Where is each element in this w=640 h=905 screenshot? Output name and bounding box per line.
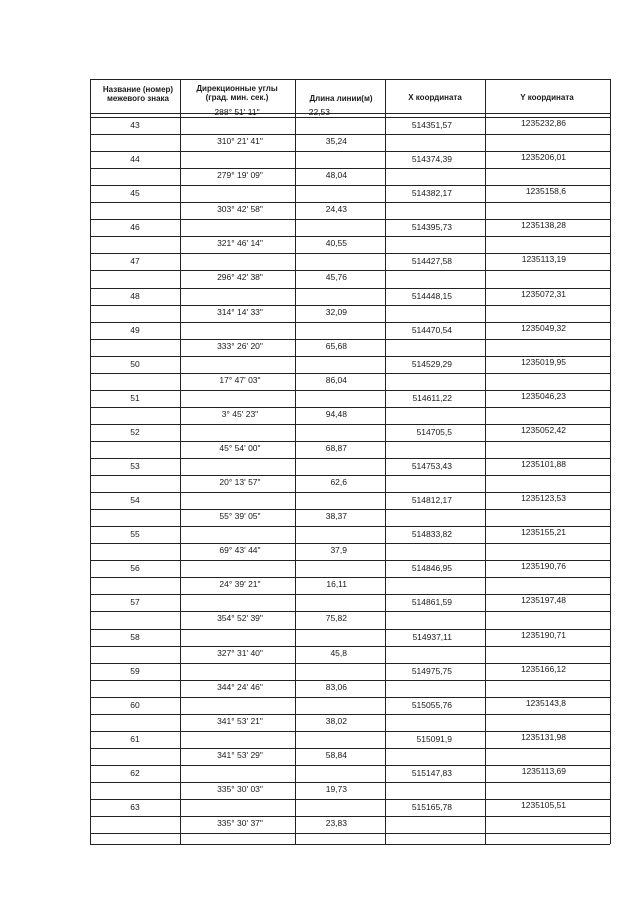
point-name: 45 xyxy=(130,188,140,198)
row-half-line xyxy=(90,339,610,340)
header-x: X координата xyxy=(408,93,462,102)
segment-length: 68,87 xyxy=(325,443,347,453)
point-x: 515091,9 xyxy=(416,734,452,744)
point-y: 1235155,21 xyxy=(521,527,566,537)
point-x: 514529,29 xyxy=(411,359,452,369)
segment-angle: 24° 39' 21" xyxy=(219,579,261,589)
segment-angle: 3° 45' 23" xyxy=(221,409,259,419)
point-y: 1235113,69 xyxy=(521,766,566,776)
segment-angle: 341° 53' 29" xyxy=(217,750,263,760)
row-half-line xyxy=(90,816,610,817)
row-half-line xyxy=(90,577,610,578)
segment-angle: 333° 26' 20" xyxy=(217,341,263,351)
point-y: 1235052,42 xyxy=(521,425,566,435)
column-border xyxy=(385,79,386,844)
point-y: 1235113,19 xyxy=(521,254,566,264)
row-half-line xyxy=(90,407,610,408)
table-top-border xyxy=(90,79,610,80)
row-half-line xyxy=(90,373,610,374)
point-name: 57 xyxy=(130,597,140,607)
segment-length: 24,43 xyxy=(325,204,347,214)
segment-angle: 69° 43' 44" xyxy=(219,545,261,555)
point-name: 54 xyxy=(130,495,140,505)
row-half-line xyxy=(90,680,610,681)
segment-length: 32,09 xyxy=(325,307,347,317)
point-x: 514395,73 xyxy=(411,222,452,232)
point-y: 1235046,23 xyxy=(521,391,566,401)
header-name: Название (номер) межевого знака xyxy=(102,85,174,103)
column-border xyxy=(90,79,91,844)
segment-length: 48,04 xyxy=(325,170,347,180)
point-name: 50 xyxy=(130,359,140,369)
point-y: 1235197,48 xyxy=(521,595,566,605)
point-x: 514374,39 xyxy=(411,154,452,164)
segment-length: 23,83 xyxy=(325,818,347,828)
segment-length: 83,06 xyxy=(325,682,347,692)
header-y: Y координата xyxy=(520,93,574,102)
point-y: 1235190,76 xyxy=(521,561,566,571)
row-half-line xyxy=(90,134,610,135)
point-name: 58 xyxy=(130,632,140,642)
header-angle: Дирекционные углы (град. мин. сек.) xyxy=(196,84,278,102)
point-name: 55 xyxy=(130,529,140,539)
point-name: 60 xyxy=(130,700,140,710)
point-x: 515147,83 xyxy=(411,768,452,778)
point-y: 1235190,71 xyxy=(521,630,566,640)
segment-angle: 55° 39' 05" xyxy=(219,511,261,521)
point-x: 514611,22 xyxy=(412,393,452,403)
point-name: 43 xyxy=(130,120,140,130)
row-half-line xyxy=(90,714,610,715)
point-y: 1235138,28 xyxy=(521,220,566,230)
segment-angle: 17° 47' 03" xyxy=(219,375,261,385)
point-x: 514753,43 xyxy=(411,461,452,471)
point-name: 56 xyxy=(130,563,140,573)
row-half-line xyxy=(90,543,610,544)
point-x: 514846,95 xyxy=(411,563,452,573)
point-y: 1235158,6 xyxy=(525,186,566,196)
column-border xyxy=(295,79,296,844)
point-y: 1235131,98 xyxy=(521,732,566,742)
row-half-line xyxy=(90,646,610,647)
point-y: 1235232,86 xyxy=(521,118,566,128)
point-y: 1235166,12 xyxy=(521,664,566,674)
column-border xyxy=(610,79,611,844)
segment-angle: 310° 21' 41" xyxy=(217,136,263,146)
point-name: 48 xyxy=(130,291,140,301)
point-y: 1235105,51 xyxy=(521,800,566,810)
point-x: 514937,11 xyxy=(412,632,452,642)
column-border xyxy=(180,79,181,844)
point-y: 1235206,01 xyxy=(521,152,566,162)
segment-length: 45,76 xyxy=(325,272,347,282)
point-x: 515055,76 xyxy=(411,700,452,710)
point-x: 514470,54 xyxy=(411,325,452,335)
row-half-line xyxy=(90,202,610,203)
segment-length: 94,48 xyxy=(325,409,347,419)
segment-length: 38,37 xyxy=(325,511,347,521)
point-y: 1235101,88 xyxy=(521,459,566,469)
segment-angle: 45° 54' 00" xyxy=(219,443,261,453)
point-name: 53 xyxy=(130,461,140,471)
row-half-line xyxy=(90,611,610,612)
row-half-line xyxy=(90,475,610,476)
point-name: 46 xyxy=(130,222,140,232)
segment-length: 65,68 xyxy=(325,341,347,351)
segment-length: 40,55 xyxy=(325,238,347,248)
point-x: 514427,58 xyxy=(411,256,452,266)
point-name: 59 xyxy=(130,666,140,676)
point-y: 1235123,53 xyxy=(521,493,566,503)
column-border xyxy=(485,79,486,844)
point-name: 51 xyxy=(130,393,140,403)
segment-angle: 335° 30' 03" xyxy=(217,784,263,794)
row-half-line xyxy=(90,168,610,169)
point-y: 1235143,8 xyxy=(525,698,566,708)
segment-length: 37,9 xyxy=(330,545,347,555)
header-bottom-border xyxy=(90,113,610,114)
row-half-line xyxy=(90,782,610,783)
segment-angle: 341° 53' 21" xyxy=(217,716,263,726)
point-x: 514861,59 xyxy=(411,597,452,607)
segment-angle: 20° 13' 57" xyxy=(219,477,261,487)
segment-length: 62,6 xyxy=(330,477,347,487)
point-name: 49 xyxy=(130,325,140,335)
segment-length: 58,84 xyxy=(325,750,347,760)
segment-length: 45,8 xyxy=(330,648,347,658)
segment-length: 16,11 xyxy=(326,579,347,589)
point-x: 514975,75 xyxy=(411,666,452,676)
row-half-line xyxy=(90,509,610,510)
header-length: Длина линии(м) xyxy=(309,94,373,103)
segment-length: 75,82 xyxy=(325,613,347,623)
point-x: 514812,17 xyxy=(411,495,452,505)
table-bottom-border xyxy=(90,844,610,845)
segment-length: 86,04 xyxy=(325,375,347,385)
point-name: 44 xyxy=(130,154,140,164)
point-name: 62 xyxy=(130,768,140,778)
segment-length: 35,24 xyxy=(325,136,347,146)
segment-length: 19,73 xyxy=(325,784,347,794)
segment-length: 38,02 xyxy=(325,716,347,726)
segment-angle: 303° 42' 58" xyxy=(217,204,263,214)
point-x: 514833,82 xyxy=(411,529,452,539)
point-y: 1235049,32 xyxy=(521,323,566,333)
segment-angle: 296° 42' 38" xyxy=(217,272,263,282)
first-segment-length: 22,53 xyxy=(308,107,330,117)
row-half-line xyxy=(90,441,610,442)
row-half-line xyxy=(90,270,610,271)
segment-angle: 314° 14' 33" xyxy=(217,307,263,317)
point-x: 514705,5 xyxy=(416,427,452,437)
row-half-line xyxy=(90,236,610,237)
row-half-line xyxy=(90,748,610,749)
point-y: 1235019,95 xyxy=(521,357,566,367)
point-x: 515165,78 xyxy=(411,802,452,812)
segment-angle: 327° 31' 40" xyxy=(217,648,263,658)
segment-angle: 279° 19' 09" xyxy=(217,170,263,180)
row-line xyxy=(90,833,610,834)
point-name: 52 xyxy=(130,427,140,437)
segment-angle: 321° 46' 14" xyxy=(217,238,263,248)
segment-angle: 344° 24' 46" xyxy=(217,682,263,692)
segment-angle: 335° 30' 37" xyxy=(217,818,263,828)
point-x: 514382,17 xyxy=(411,188,452,198)
point-name: 61 xyxy=(130,734,140,744)
point-y: 1235072,31 xyxy=(521,289,566,299)
point-name: 47 xyxy=(130,256,140,266)
point-x: 514351,57 xyxy=(411,120,452,130)
point-x: 514448,15 xyxy=(411,291,452,301)
point-name: 63 xyxy=(130,802,140,812)
first-segment-angle: 288° 51' 11" xyxy=(214,107,260,117)
segment-angle: 354° 52' 39" xyxy=(217,613,263,623)
row-half-line xyxy=(90,305,610,306)
